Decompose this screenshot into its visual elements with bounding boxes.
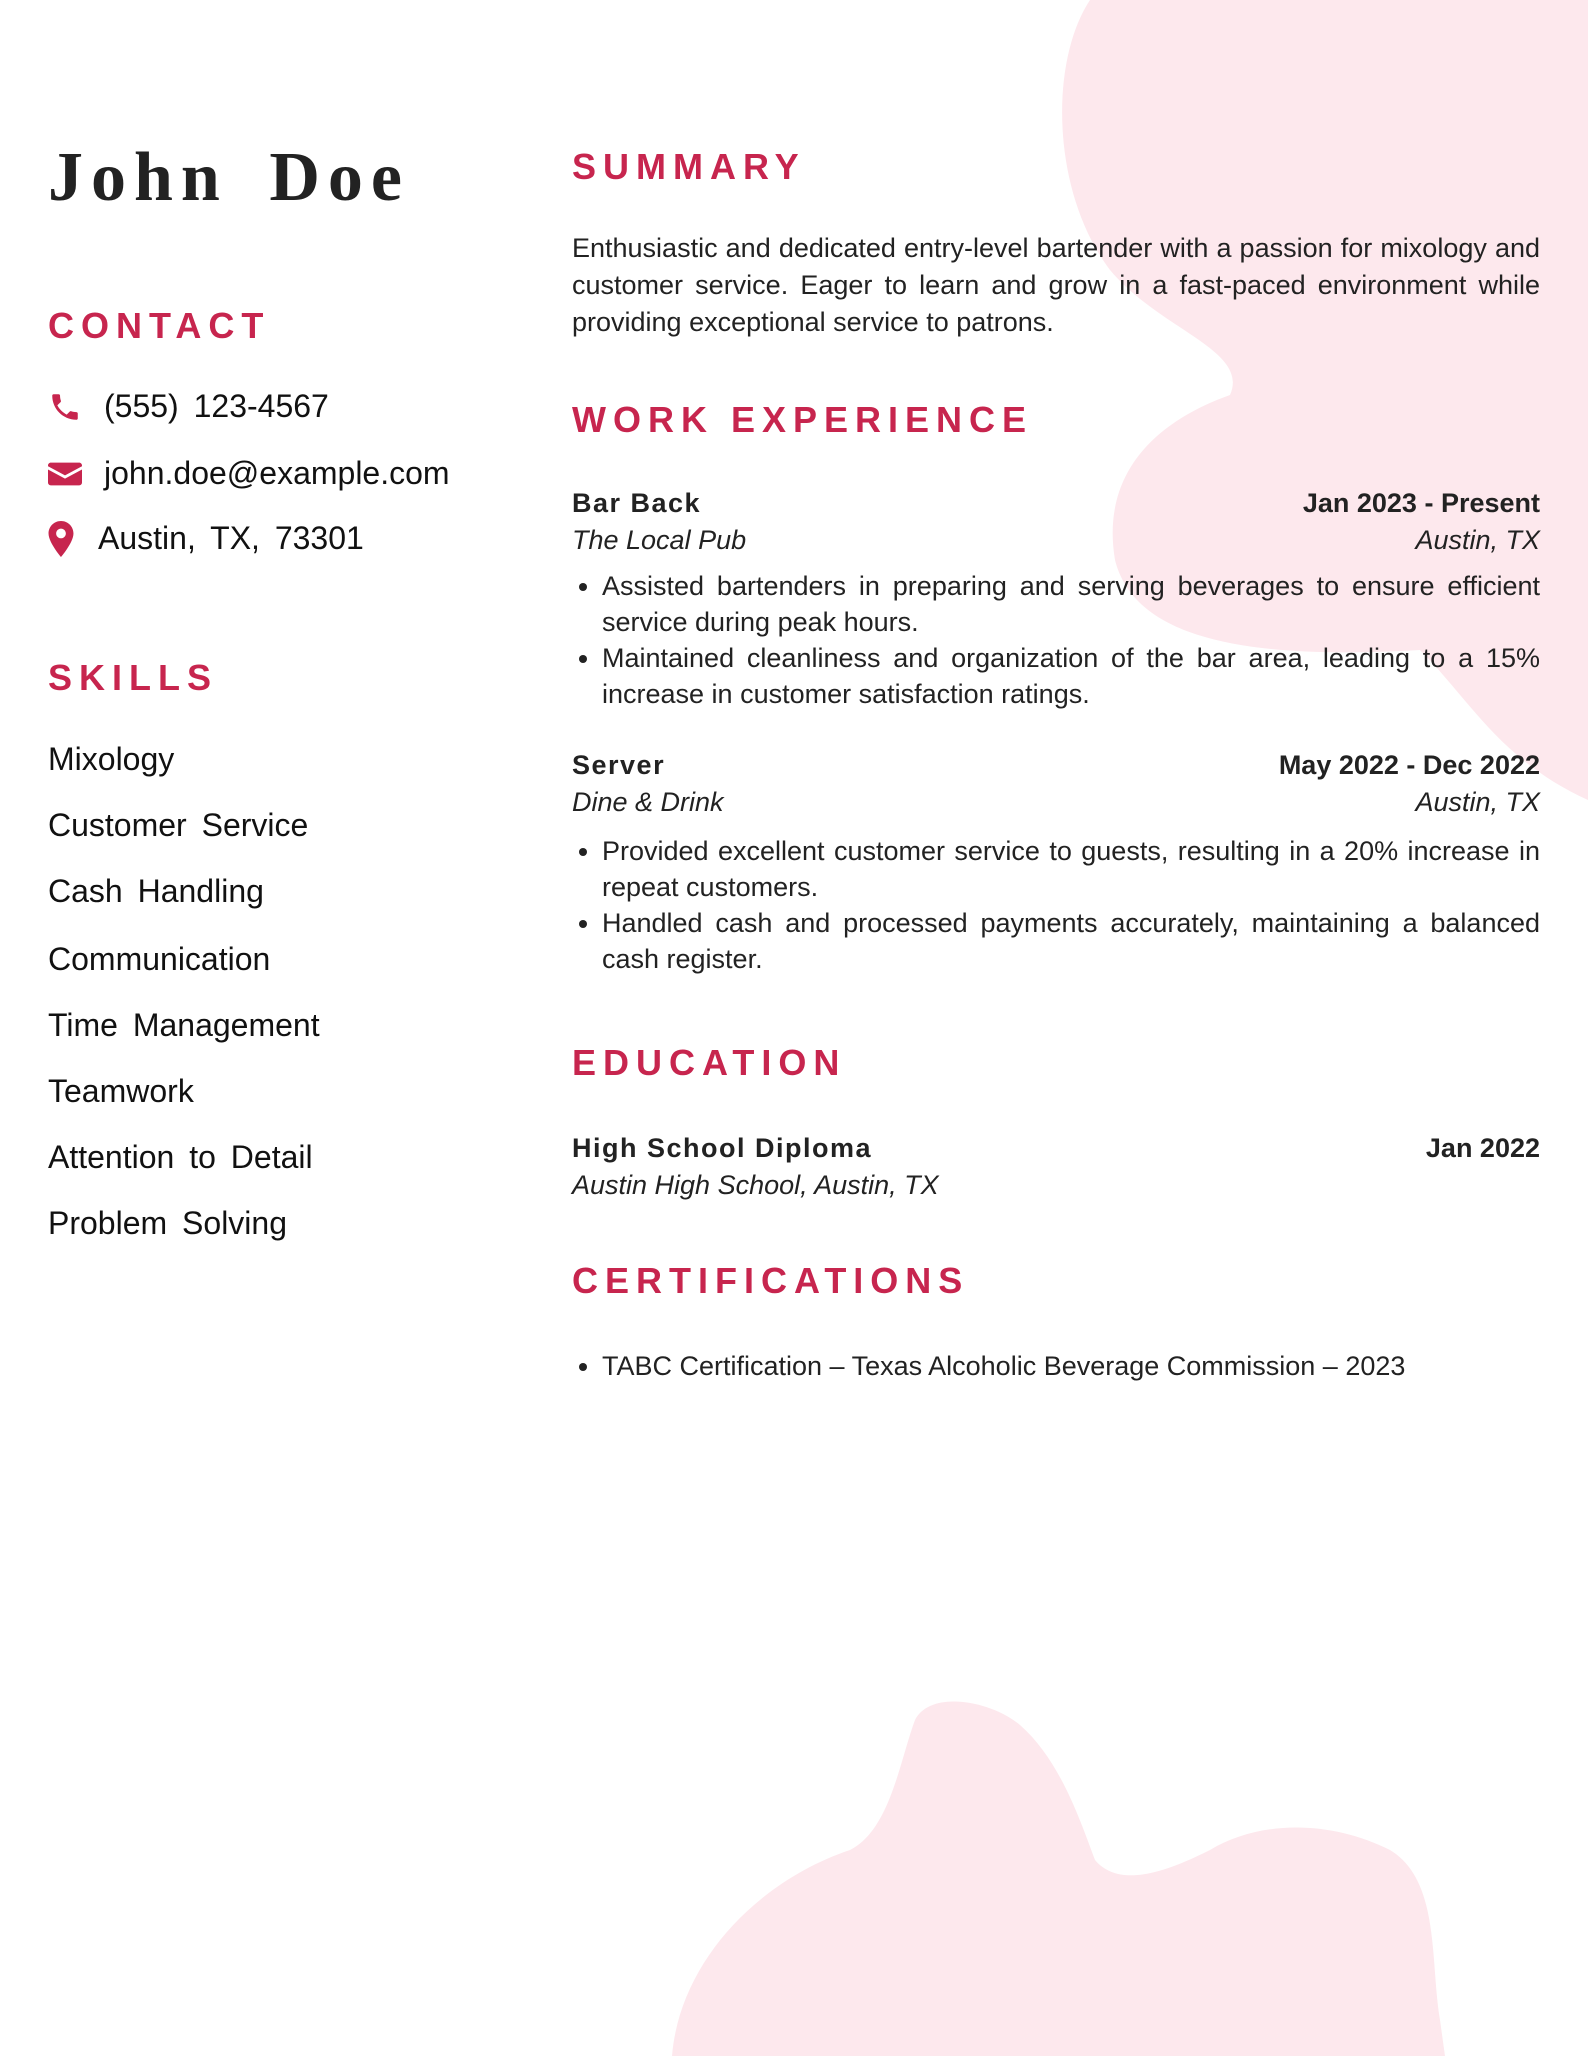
- job-bullets: [572, 568, 1540, 712]
- skill-item: Customer Service: [48, 807, 309, 843]
- skill-item: Communication: [48, 941, 271, 977]
- education-header: [572, 1133, 1540, 1164]
- contact-heading: CONTACT: [48, 305, 271, 346]
- education-date: Jan 2022: [1425, 1133, 1540, 1163]
- skill-item: Teamwork: [48, 1073, 194, 1109]
- job-subheader: [572, 787, 1540, 818]
- phone-icon: [48, 390, 82, 424]
- job-location: Austin, TX: [1415, 525, 1540, 555]
- job-company: The Local Pub: [572, 525, 747, 555]
- job-header: [572, 488, 1540, 519]
- job-bullets: [572, 833, 1540, 977]
- job-bullet: • Maintained cleanliness and organization of the bar area, leading to a 15% increase in customer satisfaction ratings.: [602, 640, 1540, 712]
- job-bullet: • Provided excellent customer service to guests, resulting in a 20% increase in repeat customers.: [602, 833, 1540, 905]
- summary-heading: SUMMARY: [572, 146, 806, 187]
- education-school: Austin High School, Austin, TX: [572, 1170, 939, 1200]
- certification-list: [572, 1348, 1540, 1384]
- education-subheader: [572, 1170, 1540, 1201]
- work-experience-heading: WORK EXPERIENCE: [572, 399, 1034, 440]
- education-degree: High School Diploma: [572, 1133, 873, 1163]
- contact-location-row: [48, 520, 364, 557]
- job-location: Austin, TX: [1415, 787, 1540, 817]
- job-title: Server: [572, 750, 666, 780]
- skill-item: Time Management: [48, 1007, 320, 1043]
- contact-phone[interactable]: (555) 123-4567: [104, 388, 329, 424]
- job-subheader: [572, 525, 1540, 556]
- contact-phone-row: [48, 388, 329, 425]
- job-bullet: • Handled cash and processed payments accurately, maintaining a balanced cash register.: [602, 905, 1540, 977]
- skills-heading: SKILLS: [48, 657, 219, 698]
- job-dates: May 2022 - Dec 2022: [1278, 750, 1540, 780]
- envelope-icon: [48, 459, 82, 489]
- skill-item: Attention to Detail: [48, 1139, 313, 1175]
- contact-location: Austin, TX, 73301: [98, 520, 364, 556]
- map-pin-icon: [48, 521, 74, 557]
- candidate-name: John Doe: [48, 139, 410, 216]
- certification-item: • TABC Certification – Texas Alcoholic Beverage Commission – 2023: [602, 1348, 1540, 1384]
- skill-item: Mixology: [48, 741, 175, 777]
- education-heading: EDUCATION: [572, 1042, 847, 1083]
- contact-email-row: [48, 455, 450, 492]
- certifications-heading: CERTIFICATIONS: [572, 1260, 970, 1301]
- job-dates: Jan 2023 - Present: [1302, 488, 1540, 518]
- job-header: [572, 750, 1540, 781]
- summary-text: Enthusiastic and dedicated entry-level bartender with a passion for mixology and customer service. Eager to learn and grow in a fast-paced environment while providing exceptional service to patrons.: [572, 233, 1540, 337]
- skill-item: Problem Solving: [48, 1205, 287, 1241]
- skill-item: Cash Handling: [48, 873, 264, 909]
- job-bullet: • Assisted bartenders in preparing and serving beverages to ensure efficient service during peak hours.: [602, 568, 1540, 640]
- contact-email[interactable]: john.doe@example.com: [104, 455, 450, 491]
- job-title: Bar Back: [572, 488, 702, 518]
- job-company: Dine & Drink: [572, 787, 724, 817]
